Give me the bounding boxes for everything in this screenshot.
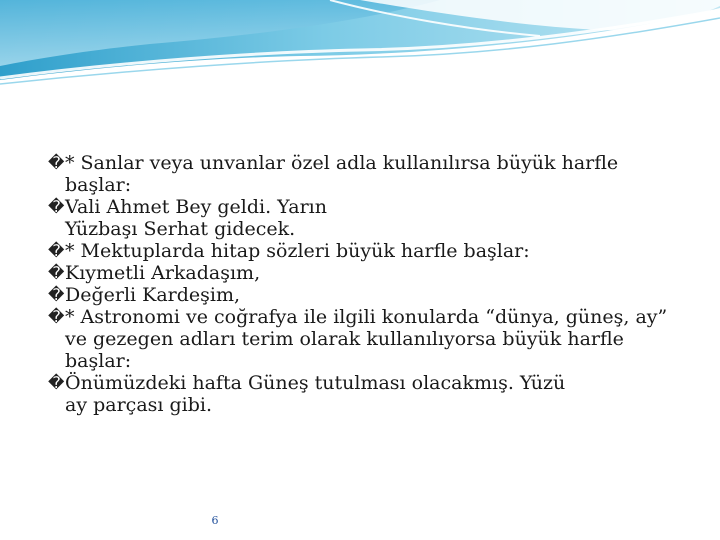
- bullet-icon: �: [48, 373, 65, 392]
- bullet-text: * Mektuplarda hitap sözleri büyük harfle başlar:: [65, 240, 530, 262]
- bullet-icon: �: [48, 153, 65, 172]
- bullet-paragraph: [48, 196, 688, 240]
- bullet-paragraph: [48, 262, 688, 284]
- slide-body: [48, 152, 688, 416]
- bullet-paragraph: [48, 152, 688, 196]
- bullet-text: Kıymetli Arkadaşım,: [65, 262, 261, 284]
- bullet-text: * Astronomi ve coğrafya ile ilgili konularda “dünya, güneş, ay” ve gezegen adları terim olarak kullanılıyorsa büyük harfle başlar:: [65, 306, 668, 372]
- bullet-icon: �: [48, 197, 65, 216]
- bullet-text: Önümüzdeki hafta Güneş tutulması olacakmış. Yüzü ay parçası gibi.: [65, 372, 566, 416]
- bullet-paragraph: [48, 240, 688, 262]
- bullet-text: * Sanlar veya unvanlar özel adla kullanılırsa büyük harfle başlar:: [65, 152, 619, 196]
- bullet-paragraph: [48, 284, 688, 306]
- bullet-icon: �: [48, 241, 65, 260]
- page-number: 6: [211, 514, 219, 527]
- bullet-paragraph: [48, 372, 688, 416]
- header-wave-decoration: [0, 0, 720, 90]
- bullet-paragraph: [48, 306, 688, 372]
- bullet-icon: �: [48, 285, 65, 304]
- bullet-icon: �: [48, 307, 65, 326]
- bullet-icon: �: [48, 263, 65, 282]
- bullet-text: Vali Ahmet Bey geldi. Yarın Yüzbaşı Serhat gidecek.: [65, 196, 327, 240]
- bullet-text: Değerli Kardeşim,: [65, 284, 241, 306]
